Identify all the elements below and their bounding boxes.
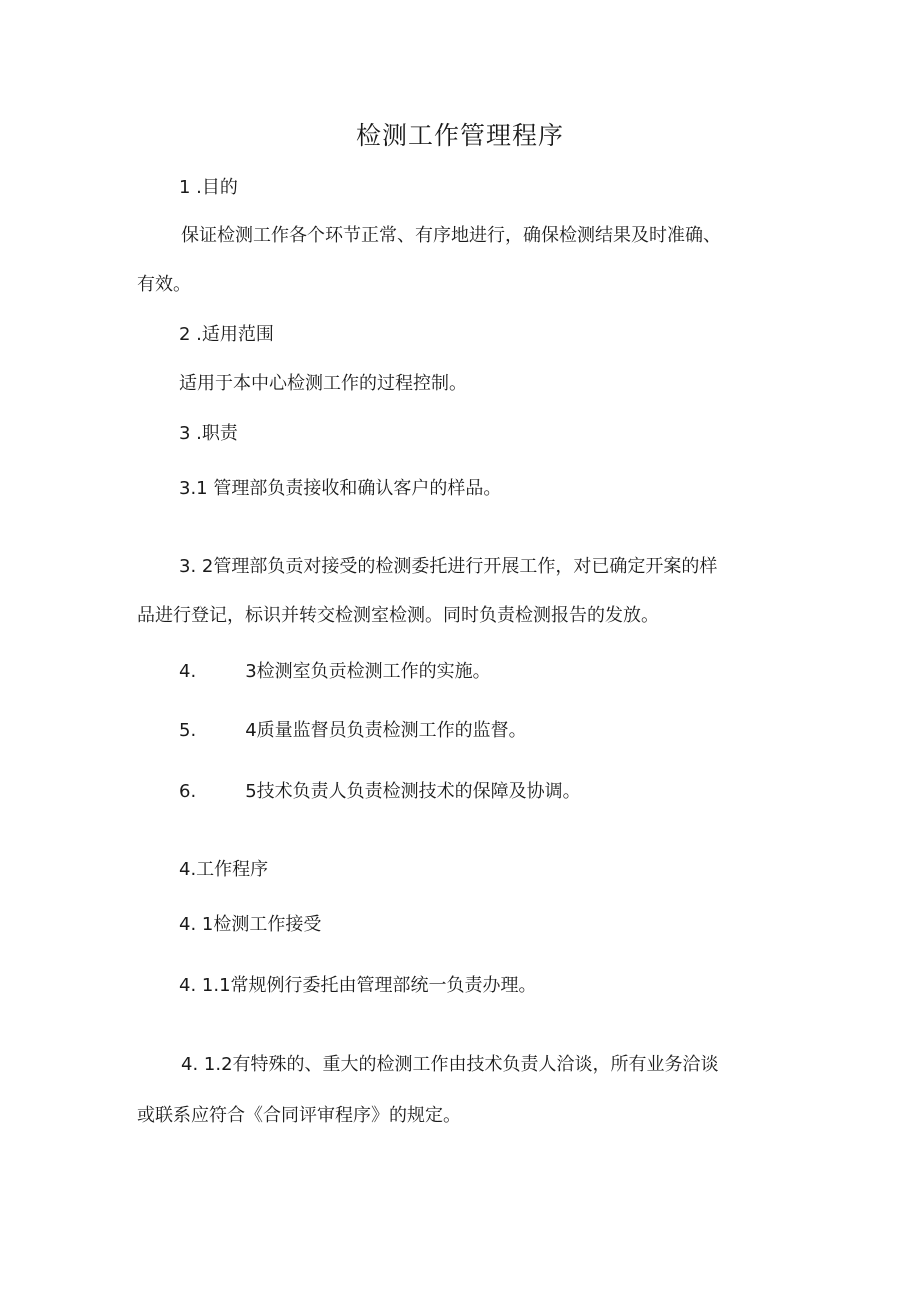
section-1-heading: 1 .目的	[179, 177, 238, 198]
section-4-heading: 4.工作程序	[179, 859, 269, 880]
section-2-heading: 2 .适用范围	[179, 324, 274, 345]
section-4-1-1: 4. 1.1常规例行委托由管理部统一负责办理。	[179, 975, 537, 996]
section-3-2-line-2: 品进行登记，标识并转交检测室检测。同时负责检测报告的发放。	[137, 605, 659, 626]
section-4-1: 4. 1检测工作接受	[179, 914, 322, 935]
section-4-1-2-line-1: 4. 1.2有特殊的、重大的检测工作由技术负责人洽谈，所有业务洽谈	[181, 1054, 719, 1075]
list-number: 6.	[179, 781, 197, 802]
list-number: 5.	[179, 720, 197, 741]
section-2-body: 适用于本中心检测工作的过程控制。	[179, 373, 467, 394]
list-number: 4.	[179, 661, 197, 682]
list-text: 3检测室负贡检测工作的实施。	[245, 661, 491, 682]
list-text: 4质量监督员负责检测工作的监督。	[245, 720, 527, 741]
section-3-5	[179, 779, 581, 805]
section-3-1: 3.1 管理部负责接收和确认客户的样品。	[179, 478, 502, 499]
section-3-3	[179, 659, 491, 685]
section-1-body-line-1: 保证检测工作各个环节正常、有序地进行，确保检测结果及时准确、	[181, 225, 721, 246]
list-text: 5技术负责人负责检测技术的保障及协调。	[245, 781, 581, 802]
section-3-heading: 3 .职责	[179, 423, 238, 444]
section-3-2-line-1: 3. 2管理部负贡对接受的检测委托进行开展工作，对已确定开案的样	[179, 556, 718, 577]
section-3-4	[179, 718, 527, 744]
section-4-1-2-line-2: 或联系应符合《合同评审程序》的规定。	[137, 1105, 461, 1126]
section-1-body-line-2: 有效。	[137, 274, 191, 295]
document-title: 检测工作管理程序	[355, 121, 564, 150]
